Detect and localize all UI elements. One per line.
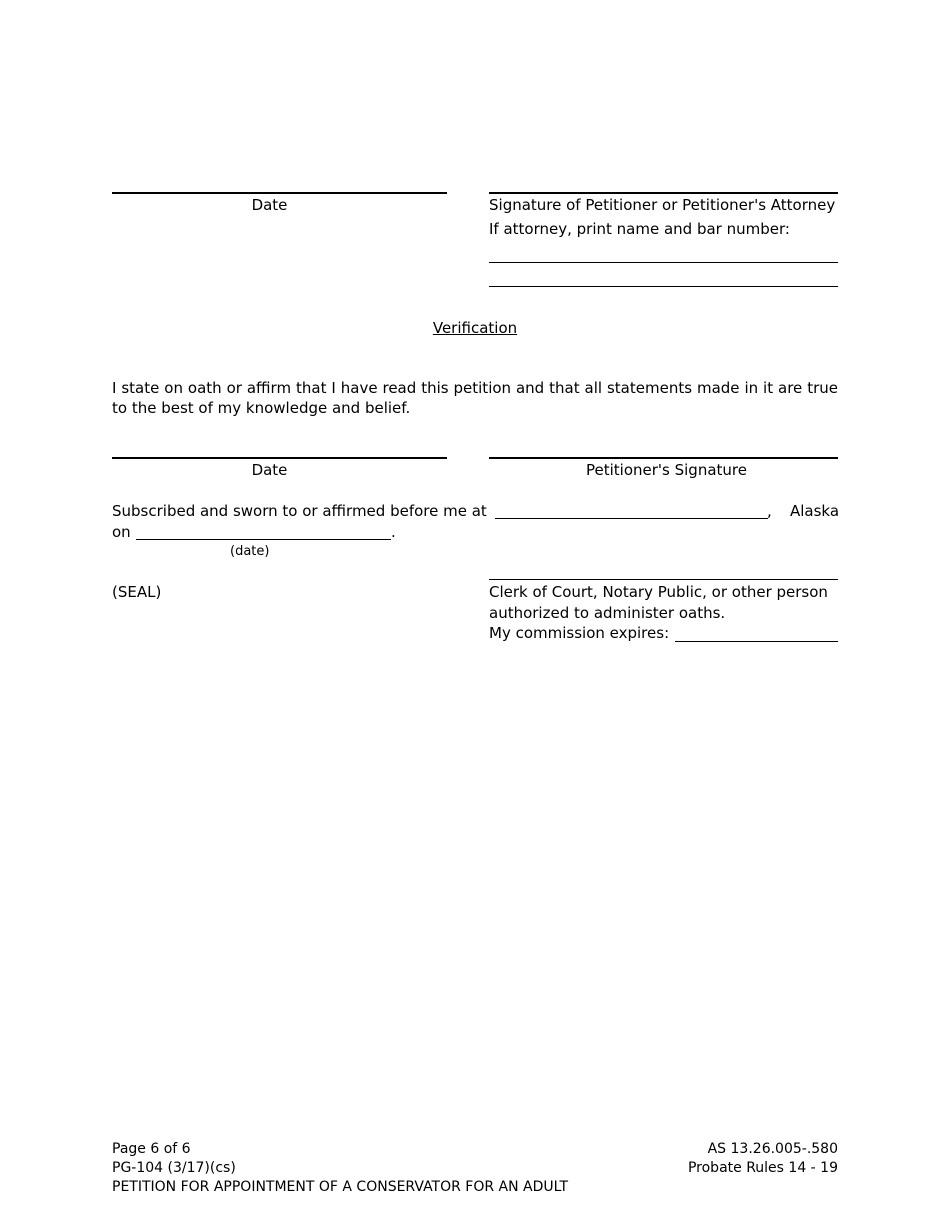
commission-expiry-line[interactable]	[675, 641, 838, 642]
footer-rules: Probate Rules 14 - 19	[687, 1160, 838, 1176]
attorney-name-line[interactable]	[489, 262, 838, 263]
verification-signature-label: Petitioner's Signature	[586, 461, 747, 479]
officer-line1: Clerk of Court, Notary Public, or other person	[489, 583, 828, 601]
petitioner-signature-line	[489, 192, 838, 194]
verification-heading	[0, 318, 950, 338]
petitioner-signature-label: Signature of Petitioner or Petitioner's Attorney	[489, 196, 836, 214]
on-label: on	[112, 523, 131, 541]
sworn-location-line[interactable]	[495, 518, 768, 519]
attorney-bar-number-line[interactable]	[489, 286, 838, 287]
footer-page: Page 6 of 6	[112, 1141, 191, 1157]
verification-statement: I state on oath or affirm that I have read this petition and that all statements made in it are true to the best of my knowledge and belief.	[112, 379, 838, 417]
petitioner-signature-line-2	[489, 457, 838, 459]
officer-signature-line[interactable]	[489, 579, 838, 580]
sworn-date-line[interactable]	[136, 539, 391, 540]
date-signature-line	[112, 192, 447, 194]
sworn-period: .	[391, 523, 396, 541]
verification-date-label: Date	[251, 461, 288, 479]
attorney-instruction: If attorney, print name and bar number:	[489, 220, 790, 238]
seal-label: (SEAL)	[112, 583, 162, 601]
sworn-text: Subscribed and sworn to or affirmed before me at	[112, 502, 487, 520]
footer-statute: AS 13.26.005-.580	[707, 1141, 838, 1157]
state-label: Alaska	[790, 502, 840, 520]
verification-date-line	[112, 457, 447, 459]
verification-heading-text: Verification	[432, 319, 518, 337]
footer-form-number: PG-104 (3/17)(cs)	[112, 1160, 236, 1176]
footer-form-title: PETITION FOR APPOINTMENT OF A CONSERVATOR FOR AN ADULT	[112, 1179, 569, 1195]
date-hint: (date)	[230, 544, 270, 559]
officer-line2: authorized to administer oaths.	[489, 604, 726, 622]
commission-label: My commission expires:	[489, 624, 670, 642]
date-label: Date	[251, 196, 288, 214]
sworn-comma: ,	[767, 502, 772, 520]
